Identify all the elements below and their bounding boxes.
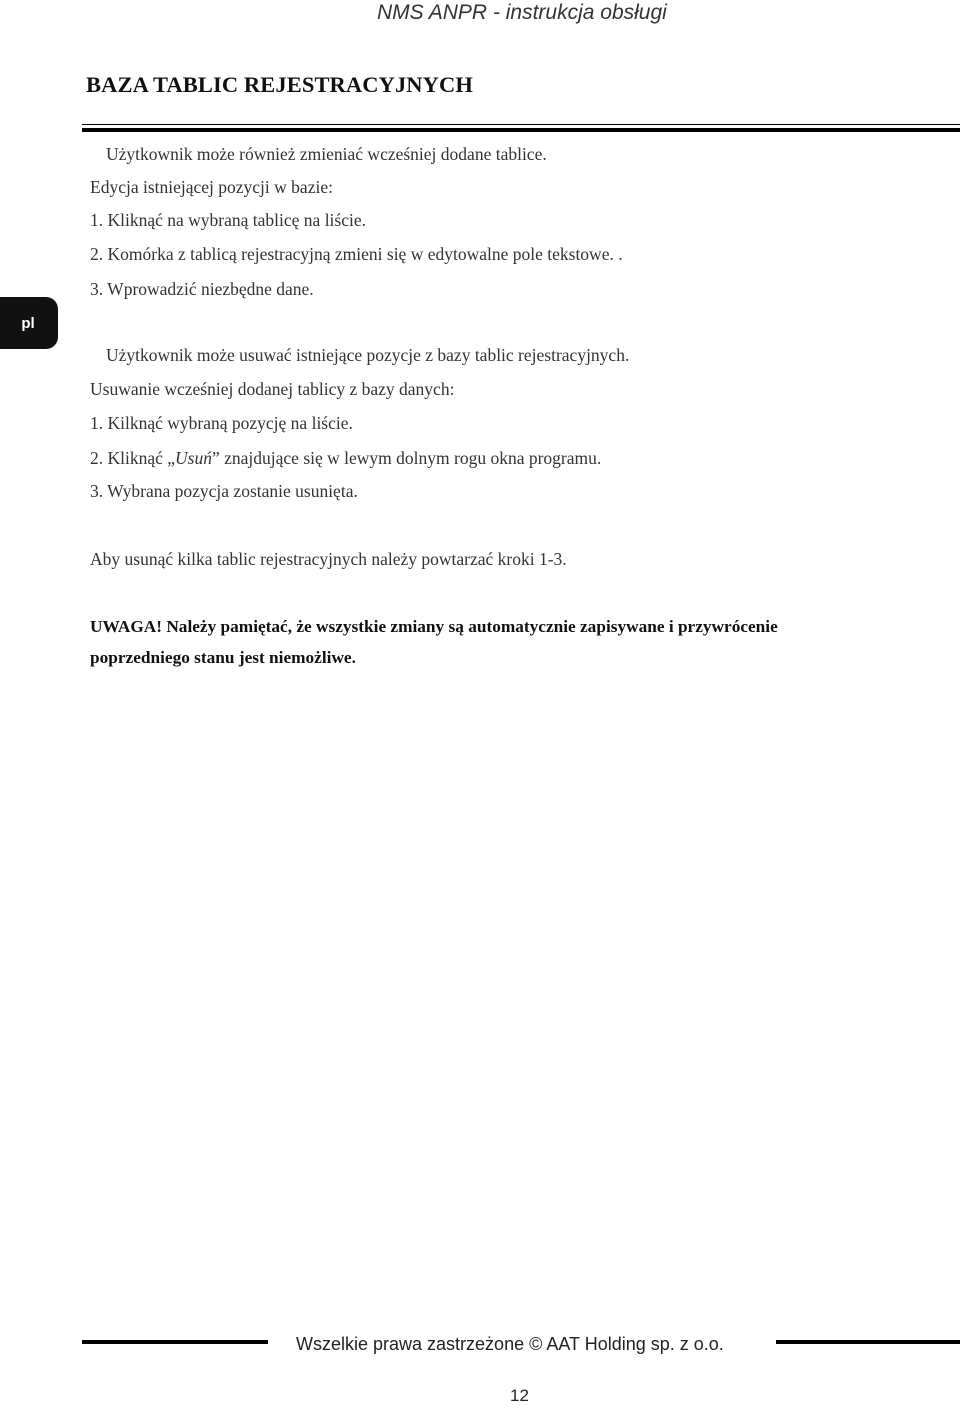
edit-step-2: 2. Komórka z tablicą rejestracyjną zmieni się w edytowalne pole tekstowe. . <box>90 244 623 264</box>
title-rule-thin <box>82 124 960 125</box>
repeat-note: Aby usunąć kilka tablic rejestracyjnych należy powtarzać kroki 1-3. <box>90 549 567 569</box>
remove-step-1: 1. Kilknąć wybraną pozycję na liście. <box>90 413 353 433</box>
remove-step-2 <box>90 447 601 469</box>
warning-line-2: poprzedniego stanu jest niemożliwe. <box>90 648 356 667</box>
edit-step-1: 1. Kliknąć na wybraną tablicę na liście. <box>90 210 367 230</box>
footer-copyright: Wszelkie prawa zastrzeżone © AAT Holding sp. z o.o. <box>296 1334 724 1354</box>
edit-heading: Edycja istniejącej pozycji w bazie: <box>90 177 333 197</box>
delete-button-name: Usuń <box>175 448 212 468</box>
warning-line-1: UWAGA! Należy pamiętać, że wszystkie zmiany są automatycznie zapisywane i przywrócenie <box>90 617 778 636</box>
remove-intro: Użytkownik może usuwać istniejące pozycje z bazy tablic rejestracyjnych. <box>106 345 630 365</box>
language-tab: pl <box>0 297 58 349</box>
remove-step-2-prefix: 2. Kliknąć „ <box>90 448 176 468</box>
title-rule-thick <box>82 128 960 132</box>
footer-rule-left <box>82 1340 268 1344</box>
footer-rule-right <box>776 1340 960 1344</box>
section-title: BAZA TABLIC REJESTRACYJNYCH <box>86 72 473 97</box>
running-header: NMS ANPR - instrukcja obsługi <box>377 1 667 24</box>
remove-step-3: 3. Wybrana pozycja zostanie usunięta. <box>90 481 358 501</box>
remove-heading: Usuwanie wcześniej dodanej tablicy z bazy danych: <box>90 379 455 399</box>
page-number: 12 <box>510 1386 529 1405</box>
edit-intro: Użytkownik może również zmieniać wcześniej dodane tablice. <box>106 144 547 164</box>
edit-step-3: 3. Wprowadzić niezbędne dane. <box>90 279 314 299</box>
remove-step-2-suffix: ” znajdujące się w lewym dolnym rogu okna programu. <box>212 448 602 468</box>
